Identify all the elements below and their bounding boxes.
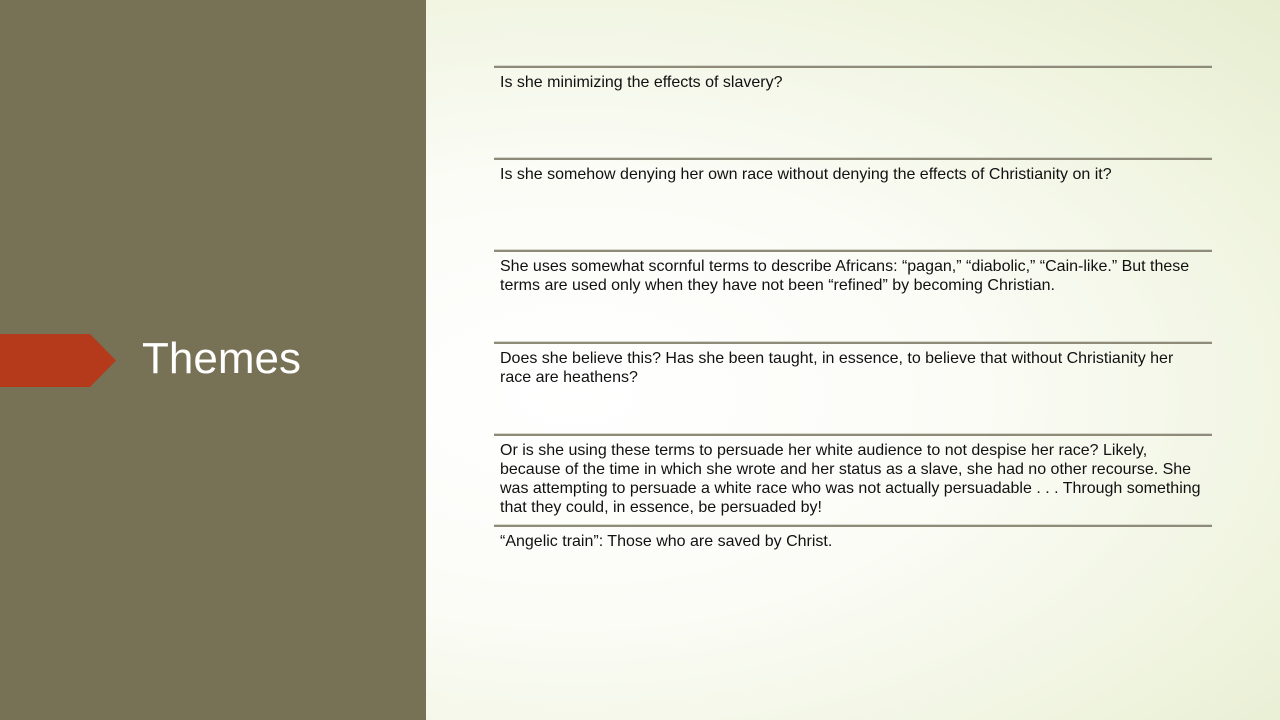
list-item: She uses somewhat scornful terms to describe Africans: “pagan,” “diabolic,” “Cain-like.” But these terms are used only when they have not been “refined” by becoming Christian. xyxy=(494,250,1212,342)
list-item: Is she minimizing the effects of slavery? xyxy=(494,66,1212,158)
arrow-marker-icon xyxy=(0,334,116,387)
slide-title: Themes xyxy=(142,334,301,383)
bullet-list xyxy=(494,66,1212,585)
list-item: Does she believe this? Has she been taught, in essence, to believe that without Christianity her race are heathens? xyxy=(494,342,1212,434)
list-item: Or is she using these terms to persuade her white audience to not despise her race? Likely, because of the time in which she wrote and her status as a slave, she had no other recourse. She was attempting to persuade a white race who was not actually persuadable . . . Through something that they could, in essence, be persuaded by! xyxy=(494,434,1212,525)
list-item: “Angelic train”: Those who are saved by Christ. xyxy=(494,525,1212,585)
list-item: Is she somehow denying her own race without denying the effects of Christianity on it? xyxy=(494,158,1212,250)
